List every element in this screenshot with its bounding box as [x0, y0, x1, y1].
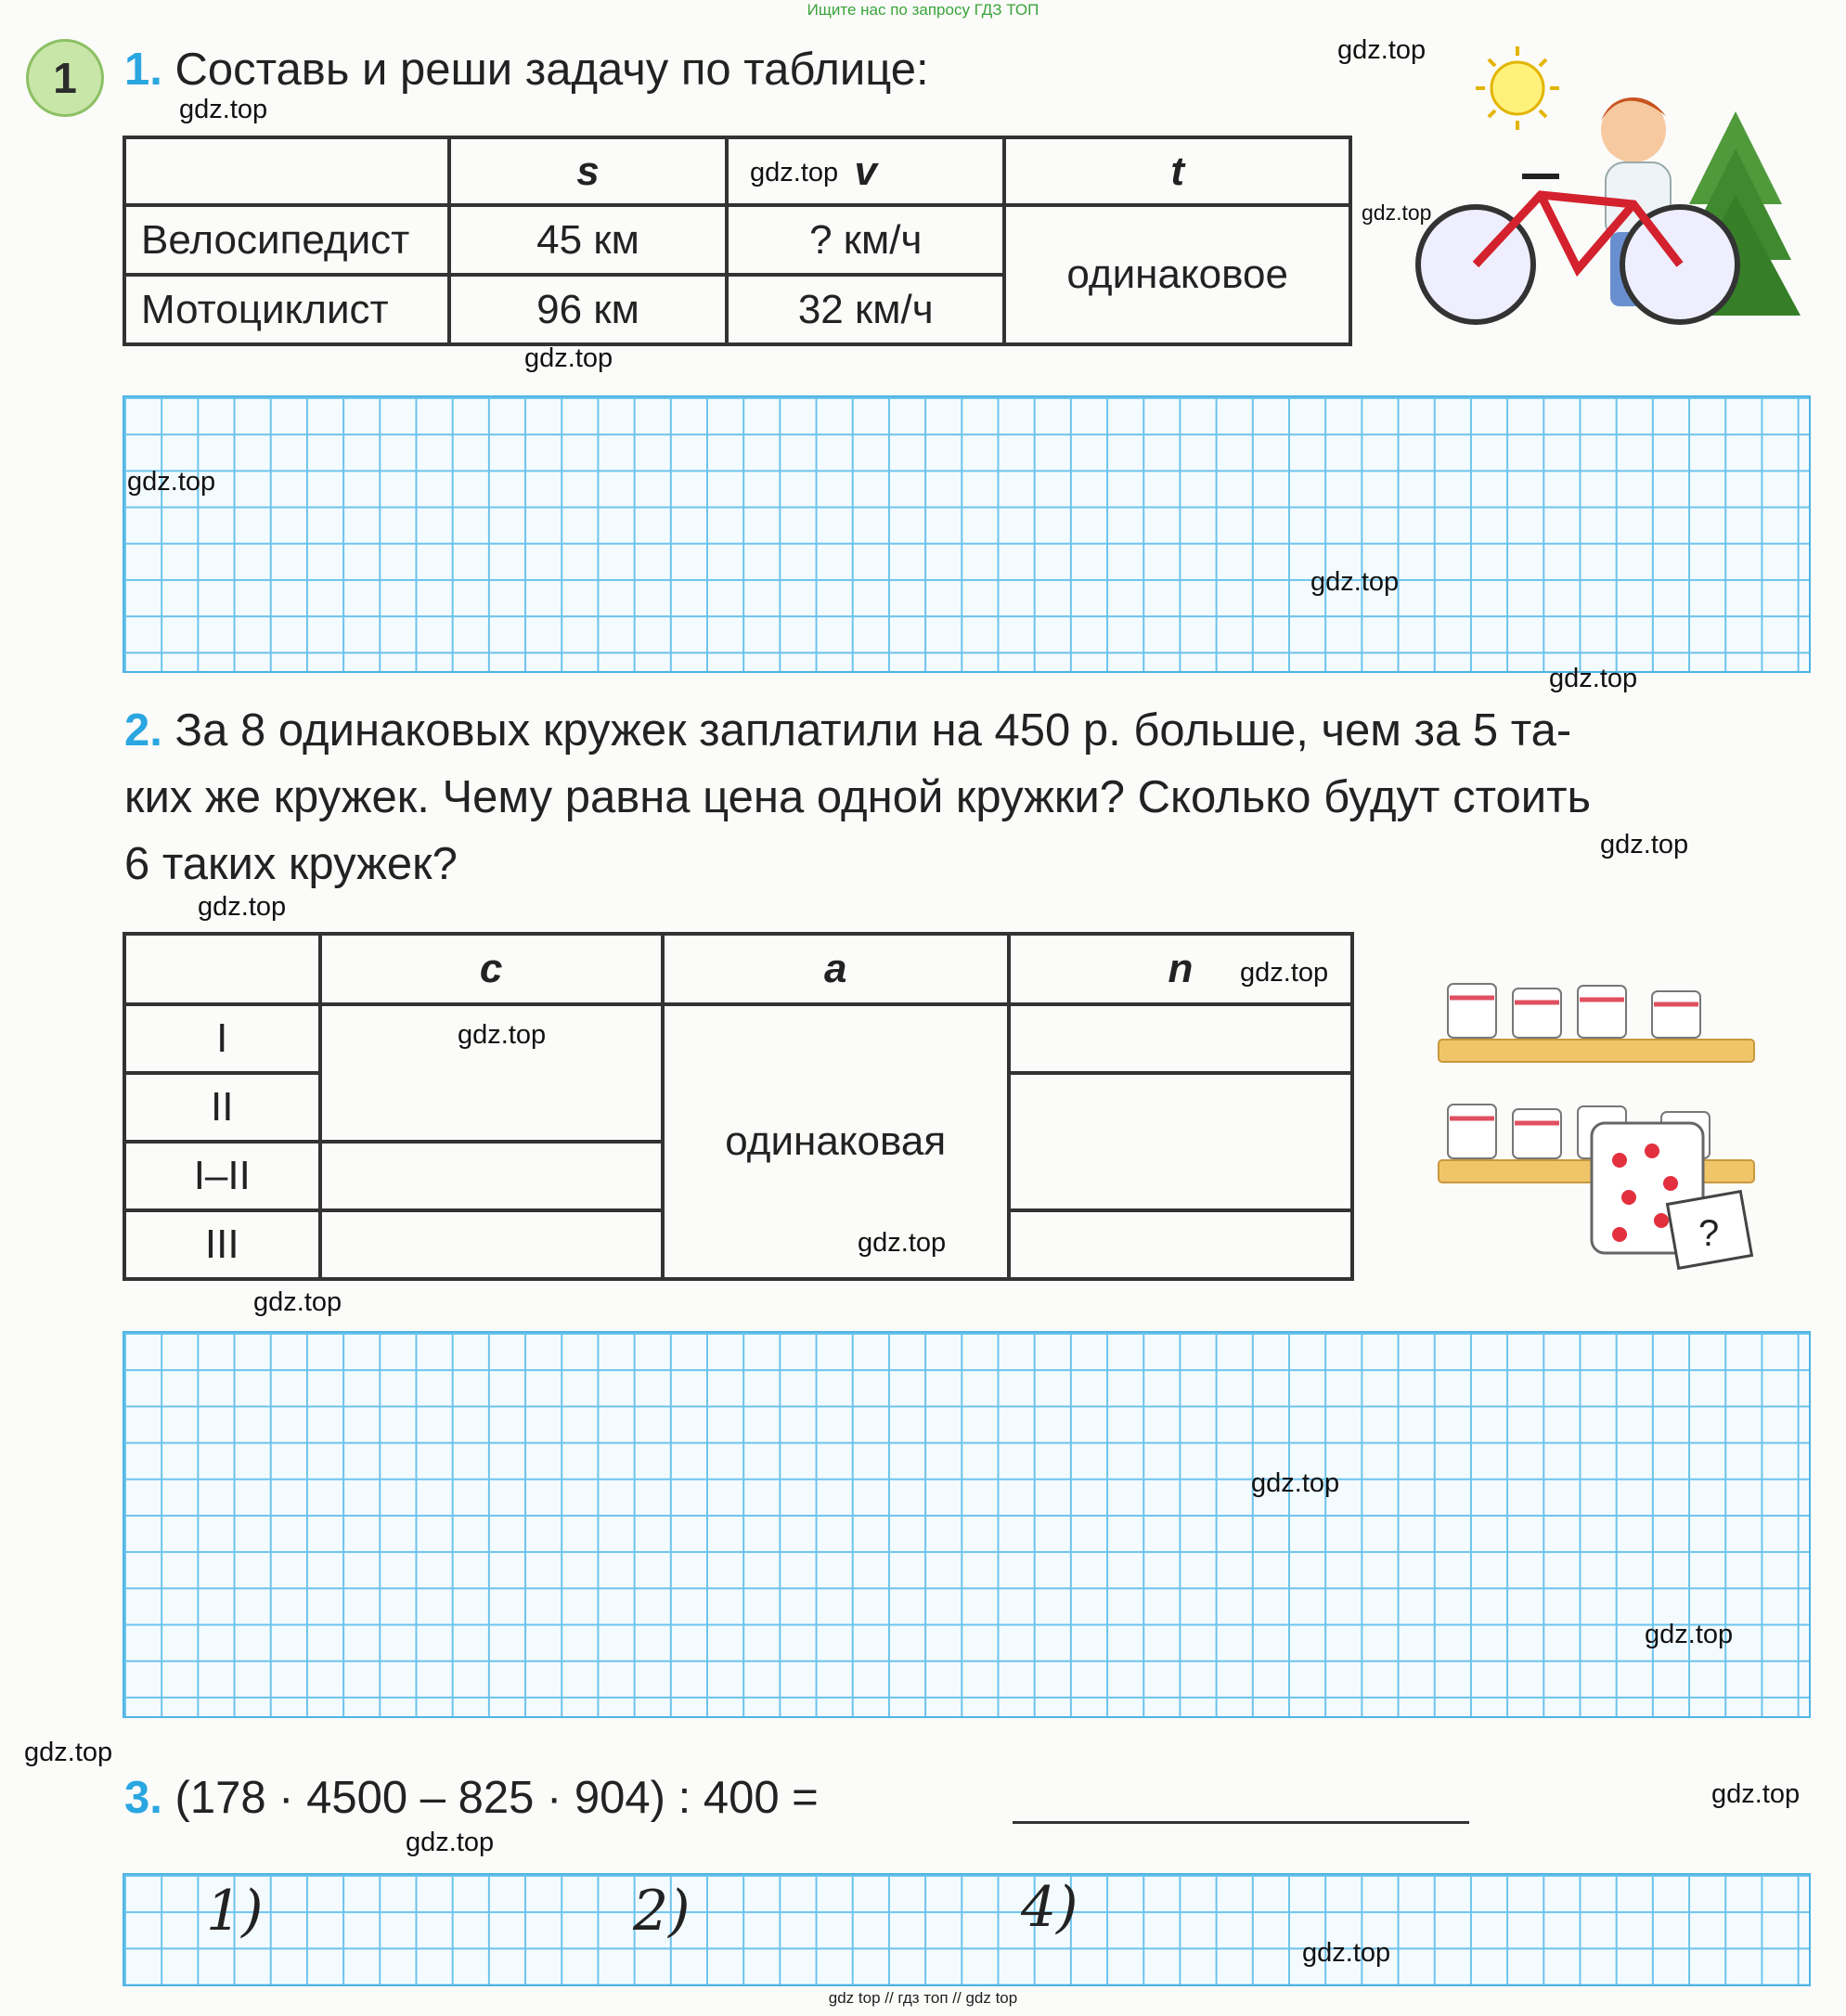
task1-number: 1. — [124, 45, 162, 95]
task2-line3: 6 таких кружек? — [124, 839, 458, 889]
task2-c-row4 — [320, 1210, 663, 1279]
cups-illustration — [1429, 947, 1810, 1281]
watermark: gdz.top — [127, 467, 216, 497]
task3-answer-grid[interactable] — [123, 1873, 1811, 1986]
task2-header-n: n — [1009, 934, 1352, 1004]
watermark: gdz.top — [858, 1228, 947, 1258]
task1-t-merged: одинаковое — [1004, 205, 1350, 344]
task1-table — [123, 136, 1352, 346]
sun-icon — [1476, 46, 1559, 130]
task1-title — [124, 37, 929, 102]
task2-n-row4 — [1009, 1210, 1352, 1279]
watermark: gdz.top — [458, 1020, 547, 1050]
watermark: gdz.top — [198, 892, 287, 922]
task2-text — [124, 698, 1571, 763]
task2-line2: ких же кружек. Чему равна цена одной кружки? Сколько будут стоить — [124, 772, 1592, 822]
task2-number: 2. — [124, 705, 162, 756]
task1-header-s: s — [449, 137, 727, 205]
watermark: gdz.top — [1711, 1779, 1801, 1809]
watermark: gdz.top — [1302, 1938, 1391, 1968]
task2-header-c: c — [320, 934, 663, 1004]
page-badge: 1 — [26, 39, 104, 117]
task1-header-v: v — [727, 137, 1004, 205]
top-note: Ищите нас по запросу ГДЗ ТОП — [807, 1, 1039, 19]
task2-header-empty — [124, 934, 320, 1004]
task1-row2-label: Мотоциклист — [124, 275, 449, 344]
task1-row1-s: 45 км — [449, 205, 727, 275]
handwritten-step-1: 1) — [206, 1879, 264, 1944]
task2-row-label-4: III — [124, 1210, 320, 1279]
watermark: gdz.top — [524, 343, 613, 373]
cyclist-illustration — [1411, 46, 1801, 353]
task1-row2-s: 96 км — [449, 275, 727, 344]
task2-c-row3 — [320, 1142, 663, 1210]
handwritten-step-2: 2) — [633, 1879, 691, 1944]
watermark: gdz.top — [253, 1287, 342, 1317]
watermark: gdz.top — [750, 158, 839, 187]
task2-answer-grid[interactable] — [123, 1331, 1811, 1718]
bicycle-icon — [1418, 176, 1737, 322]
watermark: gdz.top — [1600, 830, 1689, 859]
task3-expression: (178 · 4500 – 825 · 904) : 400 = — [174, 1773, 819, 1823]
watermark: gdz.top — [24, 1738, 113, 1767]
task2-n-row1 — [1009, 1004, 1352, 1073]
task3-answer-line[interactable] — [1013, 1821, 1469, 1824]
watermark: gdz.top — [1645, 1620, 1734, 1649]
task2-row-label-1: I — [124, 1004, 320, 1073]
task2-a-merged: одинаковая — [663, 1004, 1009, 1279]
bottom-note: gdz top // гдз топ // gdz top — [828, 1989, 1018, 2007]
task1-header-empty — [124, 137, 449, 205]
task2-header-a: a — [663, 934, 1009, 1004]
watermark: gdz.top — [1362, 200, 1432, 225]
task3-number: 3. — [124, 1773, 162, 1823]
task2-row-label-3: I–II — [124, 1142, 320, 1210]
task3-line — [124, 1765, 819, 1830]
task1-row1-label: Велосипедист — [124, 205, 449, 275]
watermark: gdz.top — [179, 95, 268, 124]
watermark: gdz.top — [1337, 35, 1426, 65]
watermark: gdz.top — [406, 1828, 495, 1857]
task1-text: Составь и реши задачу по таблице: — [174, 45, 929, 95]
task2-table — [123, 932, 1354, 1281]
task1-row2-v: 32 км/ч — [727, 275, 1004, 344]
task2-n-merged — [1009, 1073, 1352, 1210]
watermark: gdz.top — [1251, 1468, 1340, 1498]
price-tag-icon — [1668, 1192, 1752, 1269]
task2-row-label-2: II — [124, 1073, 320, 1142]
watermark: gdz.top — [1310, 567, 1400, 597]
watermark: gdz.top — [1240, 958, 1329, 988]
task1-row1-v: ? км/ч — [727, 205, 1004, 275]
task1-answer-grid[interactable] — [123, 395, 1811, 673]
shelf-icon — [1439, 1040, 1754, 1062]
task1-header-t: t — [1004, 137, 1350, 205]
task2-line1: За 8 одинаковых кружек заплатили на 450 р. больше, чем за 5 та- — [174, 705, 1572, 756]
watermark: gdz.top — [1549, 664, 1638, 693]
price-tag-question: ? — [1698, 1213, 1720, 1254]
handwritten-step-4: 4) — [1021, 1875, 1078, 1940]
